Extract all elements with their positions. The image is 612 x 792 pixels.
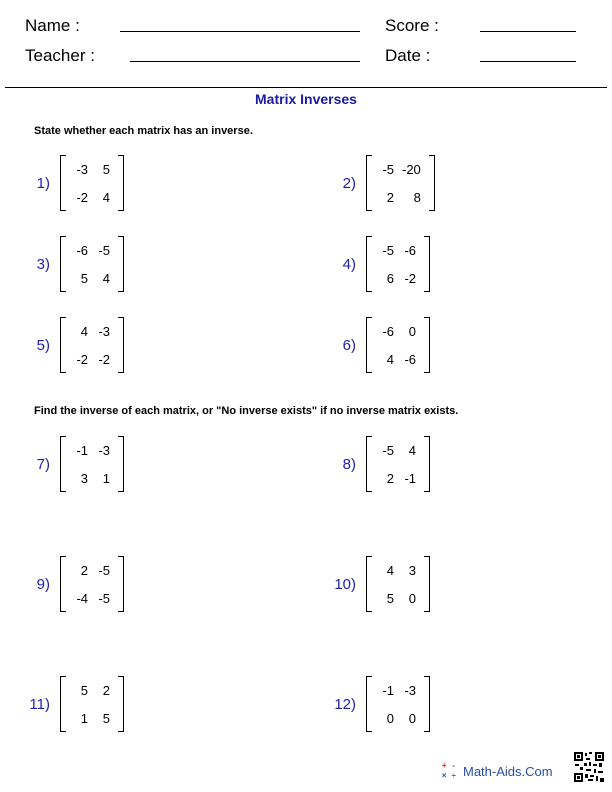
problem-section2-2 xyxy=(328,436,430,492)
logo-times: × xyxy=(441,770,447,780)
matrix-entry: 6 xyxy=(386,270,394,286)
matrix xyxy=(366,317,430,373)
problem-number: 10) xyxy=(334,575,356,593)
footer-brand xyxy=(440,762,553,780)
math-aids-logo-icon xyxy=(440,762,458,780)
problem-number: 5) xyxy=(36,336,50,354)
problem-number: 9) xyxy=(36,575,50,593)
score-line[interactable] xyxy=(480,31,576,32)
matrix-entry: -2 xyxy=(98,351,110,367)
matrix-entry: -5 xyxy=(98,562,110,578)
problem-section2-3 xyxy=(22,556,124,612)
matrix-entry: 4 xyxy=(386,351,394,367)
matrix-entry: -6 xyxy=(404,242,416,258)
name-label: Name : xyxy=(25,16,80,35)
problem-section1-6 xyxy=(328,317,430,373)
matrix-entry: 2 xyxy=(102,682,110,698)
logo-minus: - xyxy=(452,761,456,770)
matrix-entry: 5 xyxy=(102,161,110,177)
section2-instruction: Find the inverse of each matrix, or "No inverse exists" if no inverse matrix exists. xyxy=(34,405,459,417)
matrix-entry: 5 xyxy=(102,710,110,726)
problem-number: 4) xyxy=(342,255,356,273)
matrix-entry: 4 xyxy=(386,562,394,578)
matrix-entry: 4 xyxy=(80,323,88,339)
problem-section1-1 xyxy=(22,155,124,211)
matrix-entry: 1 xyxy=(102,470,110,486)
matrix-entry: 1 xyxy=(80,710,88,726)
matrix-entry: 5 xyxy=(386,590,394,606)
problem-section1-2 xyxy=(328,155,435,211)
worksheet-title: Matrix Inverses xyxy=(255,91,357,107)
matrix-entry: 2 xyxy=(386,189,394,205)
date-label: Date : xyxy=(385,46,431,65)
matrix-entry: -5 xyxy=(382,442,394,458)
matrix xyxy=(60,676,124,732)
problem-number: 11) xyxy=(29,695,50,713)
matrix-entry: -1 xyxy=(76,442,88,458)
matrix-entry: -20 xyxy=(402,161,421,177)
matrix-entry: 2 xyxy=(80,562,88,578)
matrix-entry: -5 xyxy=(382,242,394,258)
matrix-entry: -2 xyxy=(404,270,416,286)
matrix xyxy=(60,556,124,612)
matrix xyxy=(366,236,430,292)
matrix-entry: -6 xyxy=(404,351,416,367)
problem-number: 2) xyxy=(342,174,356,192)
matrix-entry: 8 xyxy=(413,189,421,205)
matrix-entry: 0 xyxy=(408,710,416,726)
name-line[interactable] xyxy=(120,31,360,32)
problem-number: 6) xyxy=(342,336,356,354)
problem-section1-5 xyxy=(22,317,124,373)
section1-instruction: State whether each matrix has an inverse. xyxy=(34,125,253,137)
matrix xyxy=(366,676,430,732)
logo-divide: ÷ xyxy=(451,770,456,780)
matrix-entry: 3 xyxy=(80,470,88,486)
problem-number: 12) xyxy=(334,695,356,713)
problem-section2-1 xyxy=(22,436,124,492)
matrix-entry: -1 xyxy=(404,470,416,486)
matrix-entry: -6 xyxy=(382,323,394,339)
qr-code-icon xyxy=(574,752,604,782)
matrix-entry: 0 xyxy=(408,323,416,339)
matrix xyxy=(60,155,124,211)
teacher-line[interactable] xyxy=(130,61,360,62)
matrix-entry: 5 xyxy=(80,270,88,286)
problem-section1-4 xyxy=(328,236,430,292)
matrix-entry: 0 xyxy=(408,590,416,606)
matrix-entry: -2 xyxy=(76,189,88,205)
matrix-entry: 0 xyxy=(386,710,394,726)
matrix-entry: -3 xyxy=(98,442,110,458)
matrix-entry: -6 xyxy=(76,242,88,258)
matrix xyxy=(366,155,435,211)
score-label: Score : xyxy=(385,16,439,35)
matrix xyxy=(60,317,124,373)
matrix xyxy=(366,436,430,492)
matrix-entry: 4 xyxy=(102,189,110,205)
matrix-entry: -3 xyxy=(404,682,416,698)
matrix xyxy=(60,436,124,492)
brand-text: Math-Aids.Com xyxy=(463,763,553,779)
matrix-entry: -2 xyxy=(76,351,88,367)
problem-number: 3) xyxy=(36,255,50,273)
matrix-entry: -3 xyxy=(98,323,110,339)
problem-number: 8) xyxy=(342,455,356,473)
matrix-entry: 4 xyxy=(408,442,416,458)
matrix-entry: -5 xyxy=(98,242,110,258)
problem-section1-3 xyxy=(22,236,124,292)
matrix-entry: 4 xyxy=(102,270,110,286)
matrix-entry: -3 xyxy=(76,161,88,177)
problem-number: 1) xyxy=(36,174,50,192)
matrix xyxy=(60,236,124,292)
problem-section2-6 xyxy=(328,676,430,732)
problem-number: 7) xyxy=(36,455,50,473)
matrix-entry: -1 xyxy=(382,682,394,698)
matrix-entry: -4 xyxy=(76,590,88,606)
logo-plus: + xyxy=(441,761,447,770)
date-line[interactable] xyxy=(480,61,576,62)
matrix xyxy=(366,556,430,612)
teacher-label: Teacher : xyxy=(25,46,95,65)
problem-section2-4 xyxy=(328,556,430,612)
matrix-entry: 2 xyxy=(386,470,394,486)
matrix-entry: -5 xyxy=(382,161,394,177)
matrix-entry: -5 xyxy=(98,590,110,606)
matrix-entry: 5 xyxy=(80,682,88,698)
header-divider xyxy=(5,87,607,88)
matrix-entry: 3 xyxy=(408,562,416,578)
problem-section2-5 xyxy=(22,676,124,732)
